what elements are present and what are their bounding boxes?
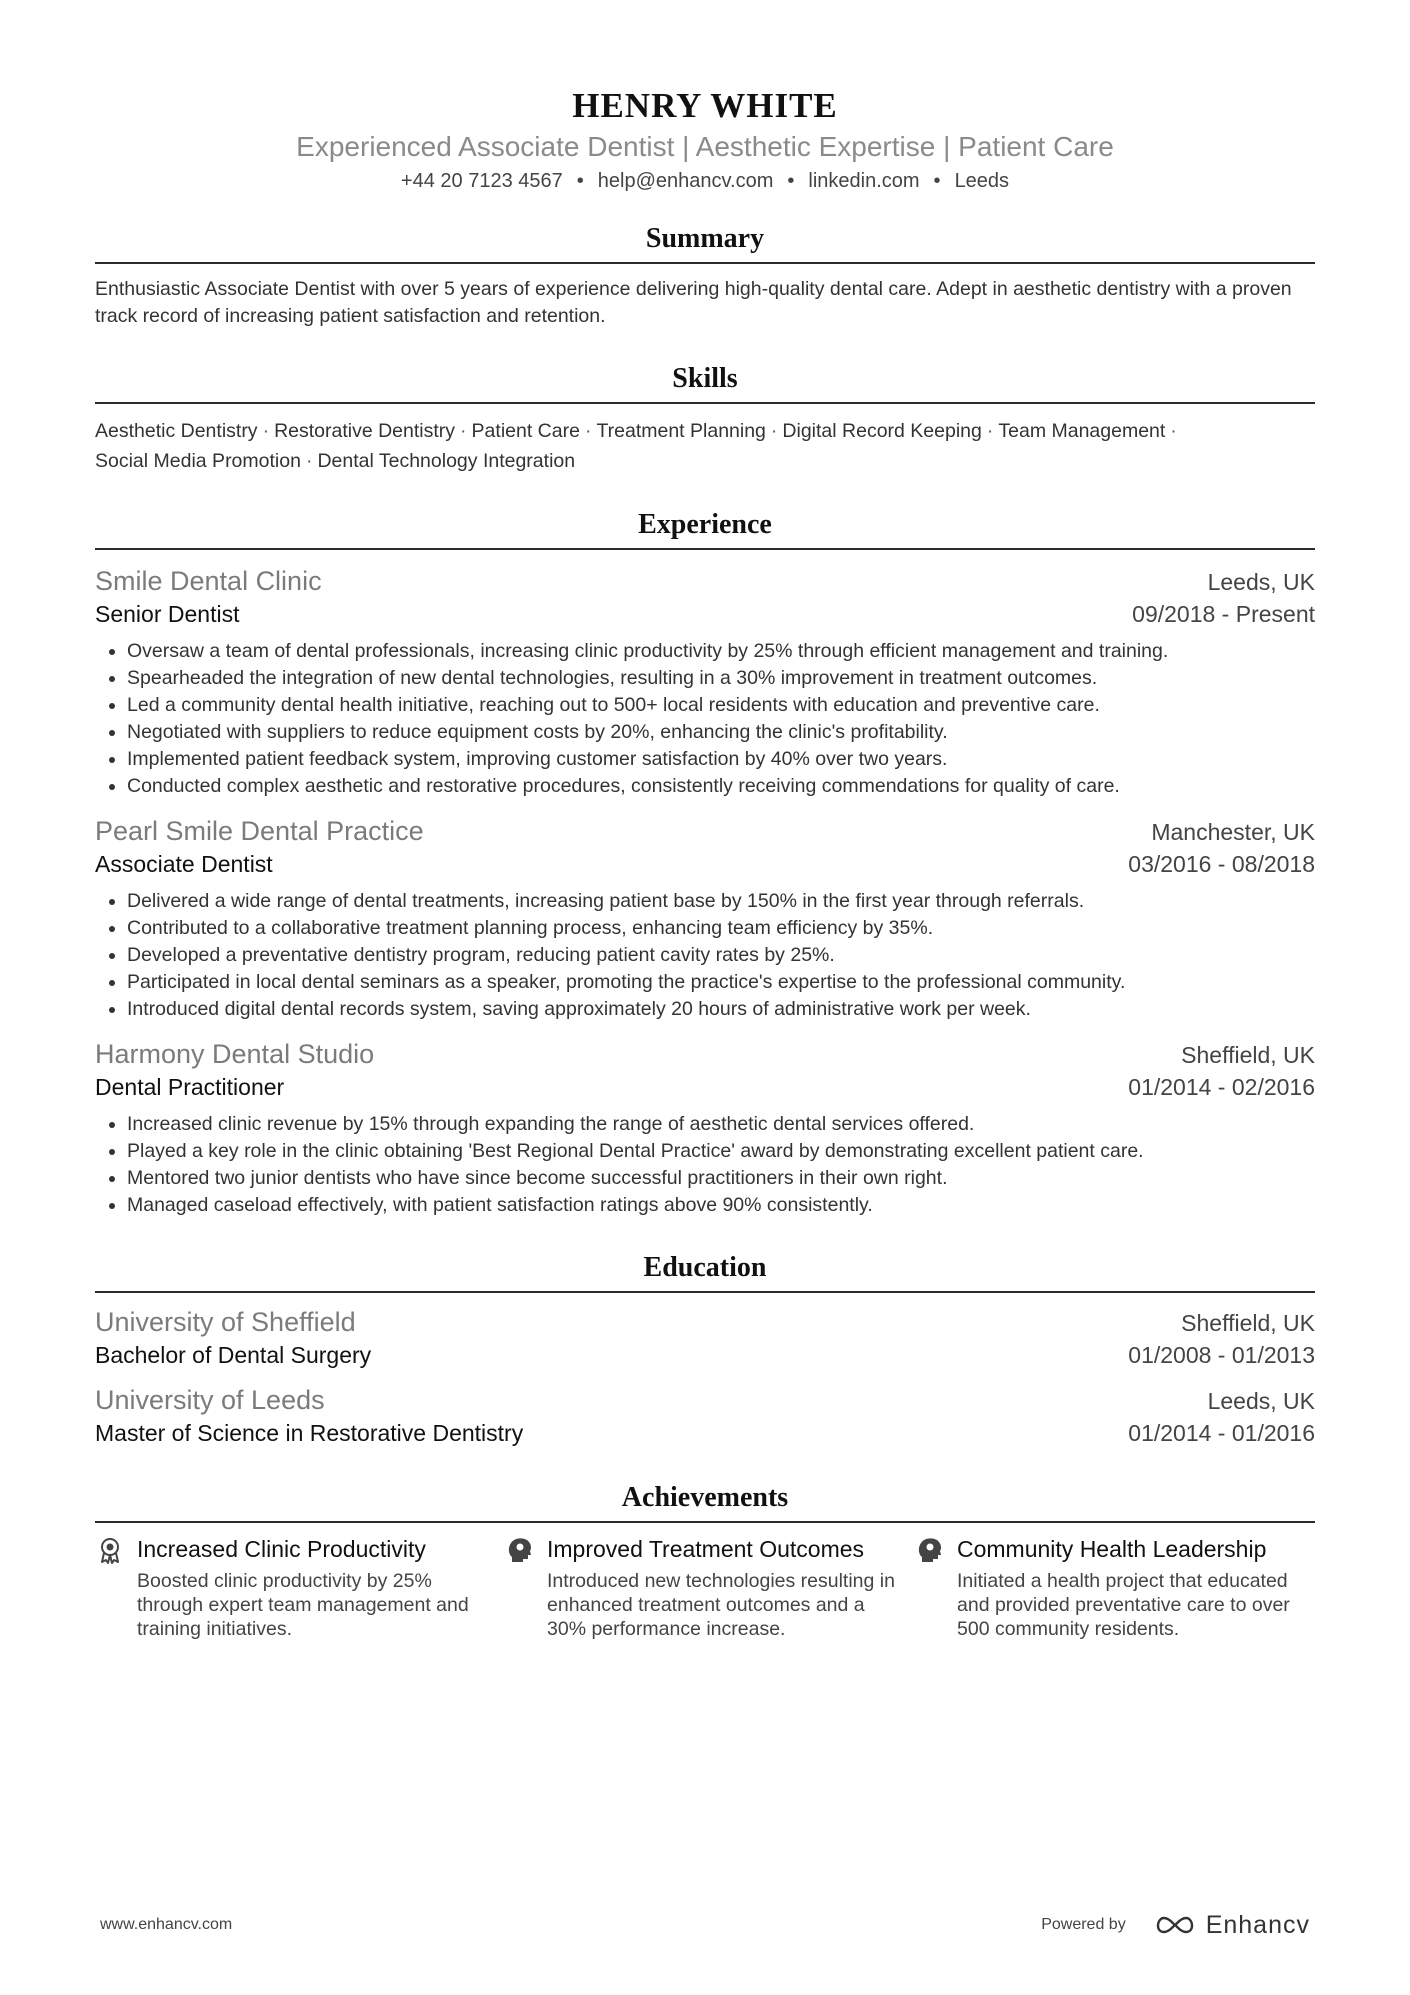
summary-section: [95, 222, 1315, 330]
award-icon: [95, 1535, 125, 1565]
skills-list: Aesthetic Dentistry · Restorative Dentistry · Patient Care · Treatment Planning · Digital Record Keeping · Team Management · Social Media Promotion · Dental Technology Integration: [95, 420, 1177, 472]
achievement-item: [915, 1533, 1315, 1641]
achievement-title: Increased Clinic Productivity: [137, 1536, 426, 1562]
job-bullets: [95, 638, 1315, 800]
contact-line: [95, 168, 1315, 194]
skill-item: Treatment Planning: [596, 420, 766, 442]
job-dates: 09/2018 - Present: [1132, 601, 1315, 627]
brand-logo[interactable]: [1152, 1911, 1310, 1940]
candidate-name: HENRY WHITE: [572, 86, 838, 125]
skill-item: Digital Record Keeping: [782, 420, 982, 442]
school-name: University of Sheffield: [95, 1307, 356, 1337]
company-name: Smile Dental Clinic: [95, 566, 322, 596]
bullet-item: • Participated in local dental seminars as a speaker, promoting the practice's expertise to the professional community.: [127, 969, 1315, 996]
job-location: Sheffield, UK: [1181, 1042, 1315, 1068]
powered-by: [1041, 1911, 1310, 1940]
bullet-item: • Conducted complex aesthetic and restorative procedures, consistently receiving commendations for quality of care.: [127, 773, 1315, 800]
skill-item: Dental Technology Integration: [317, 450, 576, 472]
achievement-title: Improved Treatment Outcomes: [547, 1536, 865, 1562]
contact-email[interactable]: help@enhancv.com: [597, 170, 774, 192]
education-entry: [95, 1383, 1315, 1449]
school-location: Sheffield, UK: [1181, 1310, 1315, 1336]
achievements-grid: [95, 1533, 1315, 1641]
education-entry: [95, 1305, 1315, 1371]
company-name: Pearl Smile Dental Practice: [95, 816, 424, 846]
section-title-skills: Skills: [95, 362, 1315, 404]
head-idea-icon: [915, 1535, 945, 1565]
achievement-item: [505, 1533, 905, 1641]
school-name: University of Leeds: [95, 1385, 325, 1415]
degree-name: Bachelor of Dental Surgery: [95, 1342, 372, 1368]
resume-header: [95, 0, 1315, 194]
brand-name: Enhancv: [1205, 1910, 1310, 1939]
bullet-item: • Played a key role in the clinic obtaining 'Best Regional Dental Practice' award by demonstrating excellent patient care.: [127, 1138, 1315, 1165]
footer-website-link[interactable]: www.enhancv.com: [100, 1916, 233, 1933]
contact-location: Leeds: [954, 170, 1010, 192]
experience-entry: [95, 814, 1315, 1023]
job-location: Manchester, UK: [1151, 819, 1315, 845]
section-title-experience: Experience: [95, 508, 1315, 550]
section-title-achievements: Achievements: [95, 1481, 1315, 1523]
head-idea-icon: [505, 1535, 535, 1565]
job-title: Dental Practitioner: [95, 1074, 285, 1100]
company-name: Harmony Dental Studio: [95, 1039, 375, 1069]
skill-item: Social Media Promotion: [95, 450, 301, 472]
education-section: [95, 1251, 1315, 1449]
page-footer: [0, 1905, 1410, 1945]
bullet-item: • Delivered a wide range of dental treatments, increasing patient base by 150% in the first year through referrals.: [127, 888, 1315, 915]
achievements-section: [95, 1481, 1315, 1641]
bullet-separator: •: [787, 170, 795, 192]
bullet-item: • Led a community dental health initiative, reaching out to 500+ local residents with education and preventive care.: [127, 692, 1315, 719]
skill-item: Restorative Dentistry: [274, 420, 456, 442]
job-title: Senior Dentist: [95, 601, 240, 627]
degree-name: Master of Science in Restorative Dentistry: [95, 1420, 524, 1446]
job-title: Associate Dentist: [95, 851, 273, 877]
bullet-separator: •: [576, 170, 584, 192]
bullet-item: • Implemented patient feedback system, improving customer satisfaction by 40% over two years.: [127, 746, 1315, 773]
skill-item: Aesthetic Dentistry: [95, 420, 258, 442]
candidate-tagline: Experienced Associate Dentist | Aesthetic Expertise | Patient Care: [296, 131, 1114, 162]
skills-section: [95, 362, 1315, 476]
job-dates: 01/2014 - 02/2016: [1128, 1074, 1315, 1100]
school-location: Leeds, UK: [1207, 1388, 1315, 1414]
education-dates: 01/2014 - 01/2016: [1128, 1420, 1315, 1446]
bullet-item: • Mentored two junior dentists who have since become successful practitioners in their own right.: [127, 1165, 1315, 1192]
skill-item: Team Management: [998, 420, 1166, 442]
experience-entry: [95, 1037, 1315, 1219]
summary-text: Enthusiastic Associate Dentist with over 5 years of experience delivering high-quality dental care. Adept in aesthetic dentistry with a proven track record of increasing patient satisfaction and retention.: [95, 278, 1292, 327]
job-dates: 03/2016 - 08/2018: [1128, 851, 1315, 877]
bullet-item: • Managed caseload effectively, with patient satisfaction ratings above 90% consistently.: [127, 1192, 1315, 1219]
job-bullets: [95, 1111, 1315, 1219]
contact-linkedin[interactable]: linkedin.com: [808, 170, 920, 192]
job-location: Leeds, UK: [1207, 569, 1315, 595]
skill-item: Patient Care: [471, 420, 580, 442]
powered-by-label: Powered by: [1041, 1916, 1126, 1933]
bullet-item: • Negotiated with suppliers to reduce equipment costs by 20%, enhancing the clinic's profitability.: [127, 719, 1315, 746]
achievement-title: Community Health Leadership: [957, 1536, 1267, 1562]
bullet-item: • Developed a preventative dentistry program, reducing patient cavity rates by 25%.: [127, 942, 1315, 969]
job-bullets: [95, 888, 1315, 1023]
contact-phone[interactable]: +44 20 7123 4567: [400, 170, 563, 192]
education-dates: 01/2008 - 01/2013: [1128, 1342, 1315, 1368]
bullet-item: • Spearheaded the integration of new dental technologies, resulting in a 30% improvement in treatment outcomes.: [127, 665, 1315, 692]
bullet-separator: •: [933, 170, 941, 192]
achievement-item: [95, 1533, 495, 1641]
section-title-summary: Summary: [95, 222, 1315, 264]
bullet-item: • Oversaw a team of dental professionals, increasing clinic productivity by 25% through efficient management and training.: [127, 638, 1315, 665]
bullet-item: • Increased clinic revenue by 15% through expanding the range of aesthetic dental services offered.: [127, 1111, 1315, 1138]
achievement-desc: Boosted clinic productivity by 25% through expert team management and training initiatives.: [137, 1570, 469, 1640]
bullet-item: • Contributed to a collaborative treatment planning process, enhancing team efficiency by 35%.: [127, 915, 1315, 942]
experience-entry: [95, 564, 1315, 800]
achievement-desc: Introduced new technologies resulting in enhanced treatment outcomes and a 30% performance increase.: [547, 1570, 895, 1640]
enhancv-logo-icon: [1152, 1914, 1198, 1936]
bullet-item: • Introduced digital dental records system, saving approximately 20 hours of administrative work per week.: [127, 996, 1315, 1023]
achievement-desc: Initiated a health project that educated and provided preventative care to over 500 community residents.: [957, 1570, 1290, 1640]
experience-section: [95, 508, 1315, 1219]
section-title-education: Education: [95, 1251, 1315, 1293]
